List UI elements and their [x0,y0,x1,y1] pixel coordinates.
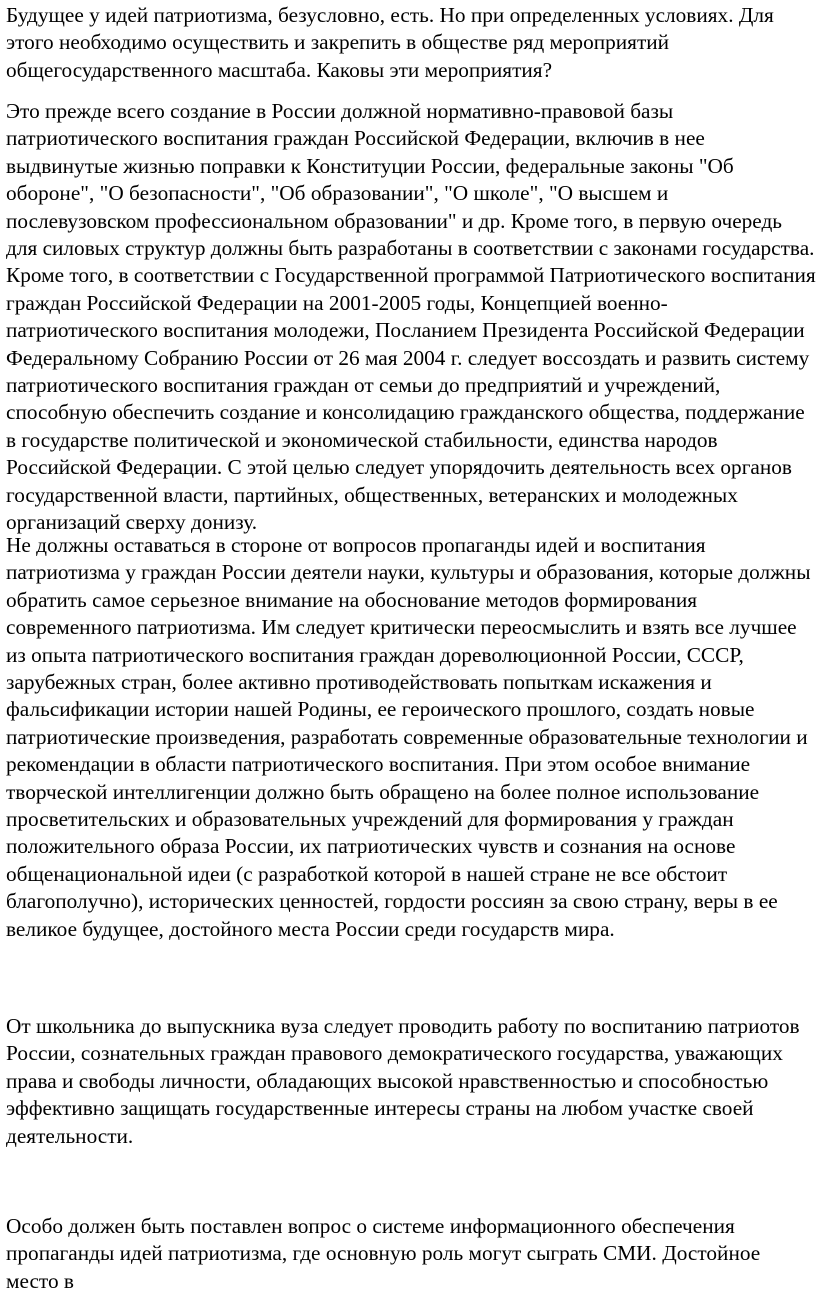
paragraph-4: От школьника до выпускника вуза следует проводить работу по воспитанию патриотов России, сознательных граждан правового демократического государства, уважающих права и свободы личности, обладающих высокой нравственностью и способностью эффективно защищать государственные интересы страны на любом участке своей деятельности. [6,1014,800,1148]
paragraph-1: Будущее у идей патриотизма, безусловно, есть. Но при определенных условиях. Для этого необходимо осуществить и закрепить в обществе ряд мероприятий общегосударственного масштаба. Каковы эти мероприятия? [6,3,774,82]
paragraph-2: Это прежде всего создание в России должной нормативно-правовой базы патриотического воспитания граждан Российской Федерации, включив в нее выдвинутые жизнью поправки к Конституции России, федеральные законы "Об обороне", "О безопасности", "Об образовании", "О школе", "О высшем и послевузовском профессиональном образовании" и др. Кроме того, в первую очередь для силовых структур должны быть разработаны в соответствии с законами государства. Кроме того, в соответствии с Государственной программой Патриотического воспитания граждан Российской Федерации на 2001-2005 годы, Концепцией военно-патриотического воспитания молодежи, Посланием Президента Российской Федерации Федеральному Собранию России от 26 мая 2004 г. следует воссоздать и развить систему патриотического воспитания граждан от семьи до предприятий и учреждений, способную обеспечить создание и консолидацию гражданского общества, поддержание в государстве политической и экономической стабильности, единства народов Российской Федерации. С этой целью следует упорядочить деятельность всех органов государственной власти, партийных, общественных, ветеранских и молодежных организаций сверху донизу. [6,99,816,535]
paragraph-3: Не должны оставаться в стороне от вопросов пропаганды идей и воспитания патриотизма у граждан России деятели науки, культуры и образования, которые должны обратить самое серьезное внимание на обоснование методов формирования современного патриотизма. Им следует критически переосмыслить и взять все лучшее из опыта патриотического воспитания граждан дореволюционной России, СССР, зарубежных стран, более активно противодействовать попыткам искажения и фальсификации истории нашей Родины, ее героического прошлого, создать новые патриотические произведения, разработать современные образовательные технологии и рекомендации в области патриотического воспитания. При этом особое внимание творческой интеллигенции должно быть обращено на более полное использование просветительских и образовательных учреждений для формирования у граждан положительного образа России, их патриотических чувств и сознания на основе общенациональной идеи (с разработкой которой в нашей стране не все обстоит благополучно), исторических ценностей, гордости россиян за свою страну, веры в ее великое будущее, достойного места России среди государств мира. [6,533,811,941]
paragraph-5: Особо должен быть поставлен вопрос о системе информационного обеспечения пропаганды идей патриотизма, где основную роль могут сыграть СМИ. Достойное место в [6,1214,761,1293]
